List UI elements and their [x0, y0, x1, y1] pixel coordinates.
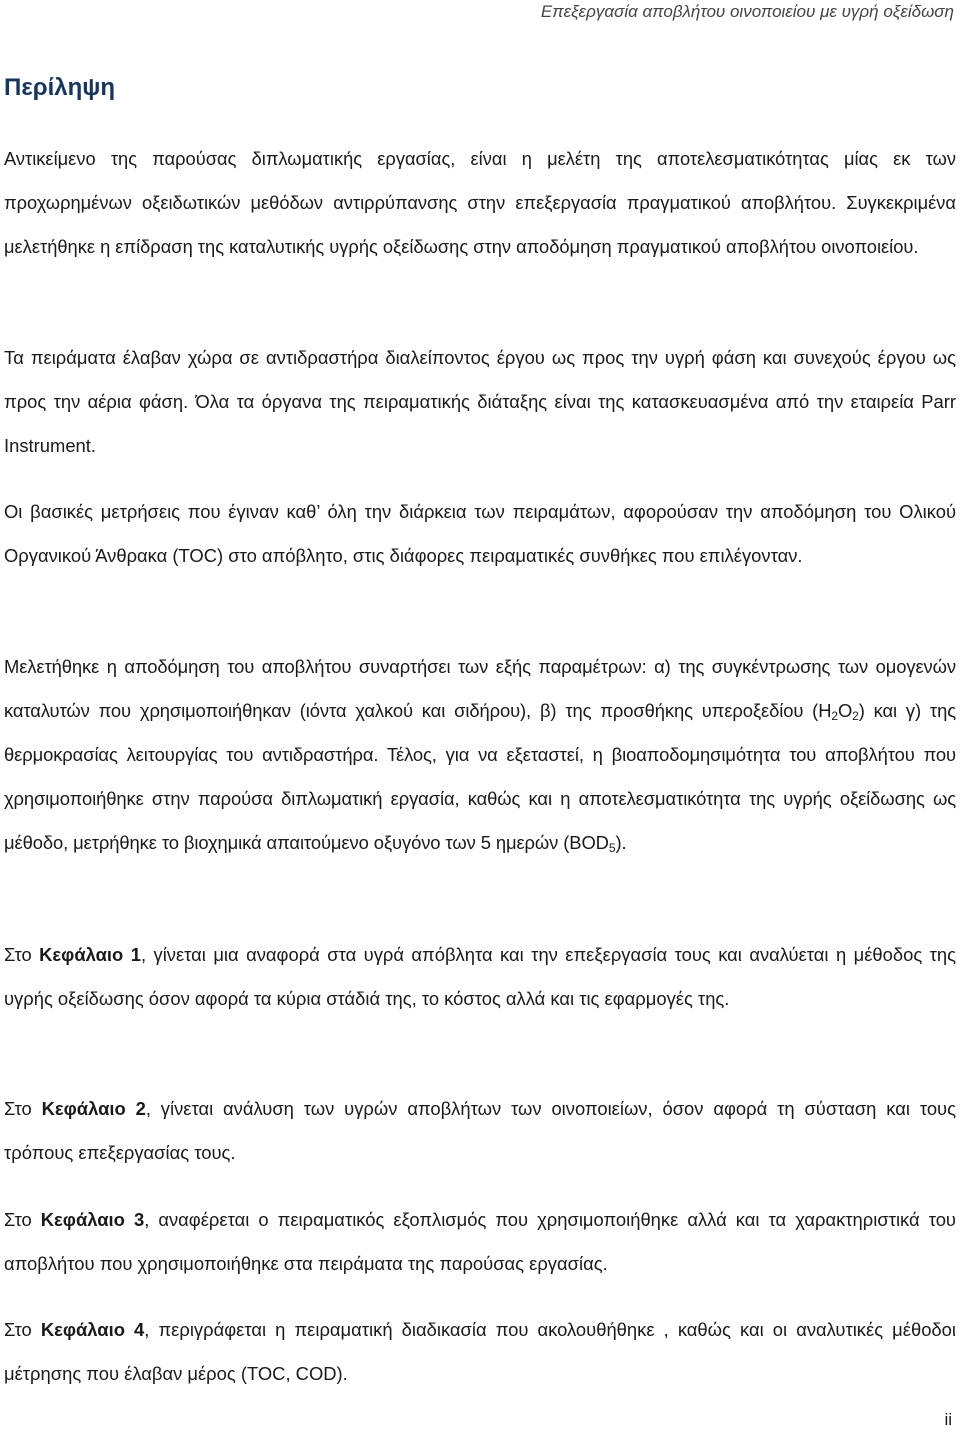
- section-title: Περίληψη: [4, 74, 115, 101]
- subscript: 2: [831, 709, 838, 723]
- paragraph-text: , αναφέρεται ο πειραματικός εξοπλισμός που χρησιμοποιήθηκε αλλά και τα χαρακτηριστικά του αποβλήτου που χρησιμοποιήθηκε στα πειράματα της παρούσας εργασίας.: [4, 1209, 956, 1274]
- chapter-2-summary: [4, 1087, 956, 1175]
- paragraph-text: Στο: [4, 944, 40, 965]
- chapter-reference: Κεφάλαιο 2: [41, 1098, 146, 1119]
- paragraph-text: , γίνεται μια αναφορά στα υγρά απόβλητα και την επεξεργασία τους και αναλύεται η μέθοδος της υγρής οξείδωσης όσον αφορά τα κύρια στάδιά της, το κόστος αλλά και τις εφαρμογές της.: [4, 944, 956, 1009]
- paragraph-text: ) και γ) της θερμοκρασίας λειτουργίας του αντιδραστήρα. Τέλος, για να εξεταστεί, η βιοαποδομησιμότητα του αποβλήτου που χρησιμοποιήθηκε στην παρούσα διπλωματική εργασία, καθώς και η αποτελεσματικότητα της υγρής οξείδωσης ως μέθοδο, μετρήθηκε το βιοχημικά απαιτούμενο οξυγόνο των 5 ημερών (BOD: [4, 700, 956, 853]
- abstract-paragraph-parameters: [4, 645, 956, 865]
- chapter-reference: Κεφάλαιο 3: [40, 1209, 145, 1230]
- page-number: ii: [944, 1410, 952, 1429]
- subscript: 2: [852, 709, 859, 723]
- chapter-4-summary: [4, 1308, 956, 1396]
- paragraph-text: Στο: [4, 1319, 41, 1340]
- subscript: 5: [608, 841, 616, 855]
- paragraph-text: O: [837, 700, 853, 721]
- abstract-paragraph-objective: Αντικείμενο της παρούσας διπλωματικής εργασίας, είναι η μελέτη της αποτελεσματικότητας μίας εκ των προχωρημένων οξειδωτικών μεθόδων αντιρρύπανσης στην επεξεργασία πραγματικού αποβλήτου. Συγκεκριμένα μελετήθηκε η επίδραση της καταλυτικής υγρής οξείδωσης στην αποδόμηση πραγματικού αποβλήτου οινοποιείου.: [4, 148, 956, 257]
- abstract-paragraph-experiments: Τα πειράματα έλαβαν χώρα σε αντιδραστήρα διαλείποντος έργου ως προς την υγρή φάση και συνεχούς έργου ως προς την αέρια φάση. Όλα τα όργανα της πειραματικής διάταξης είναι της κατασκευασμένα από την εταιρεία Parr Instrument.: [4, 347, 956, 456]
- paragraph-text: , γίνεται ανάλυση των υγρών αποβλήτων των οινοποιείων, όσον αφορά τη σύσταση και τους τρόπους επεξεργασίας τους.: [4, 1098, 956, 1163]
- chapter-3-summary: [4, 1198, 956, 1286]
- paragraph-text: Στο: [4, 1098, 42, 1119]
- paragraph-text: Μελετήθηκε η αποδόμηση του αποβλήτου συναρτήσει των εξής παραμέτρων: α) της συγκέντρωσης των ομογενών καταλυτών που χρησιμοποιήθηκαν (ιόντα χαλκού και σιδήρου), β) της προσθήκης υπεροξεδίου (H: [4, 656, 956, 721]
- paragraph-text: ).: [615, 832, 627, 853]
- abstract-paragraph-measurements: Οι βασικές μετρήσεις που έγιναν καθ’ όλη την διάρκεια των πειραμάτων, αφορούσαν την αποδόμηση του Ολικού Οργανικού Άνθρακα (TOC) στο απόβλητο, στις διάφορες πειραματικές συνθήκες που επιλέγονταν.: [4, 501, 956, 566]
- chapter-1-summary: [4, 933, 956, 1021]
- paragraph-text: , περιγράφεται η πειραματική διαδικασία που ακολουθήθηκε , καθώς και οι αναλυτικές μέθοδοι μέτρησης που έλαβαν μέρος (TOC, COD).: [4, 1319, 956, 1384]
- chapter-reference: Κεφάλαιο 4: [40, 1319, 145, 1340]
- chapter-reference: Κεφάλαιο 1: [39, 944, 141, 965]
- running-header: Επεξεργασία αποβλήτου οινοποιείου με υγρή οξείδωση: [540, 2, 954, 21]
- paragraph-text: Στο: [4, 1209, 41, 1230]
